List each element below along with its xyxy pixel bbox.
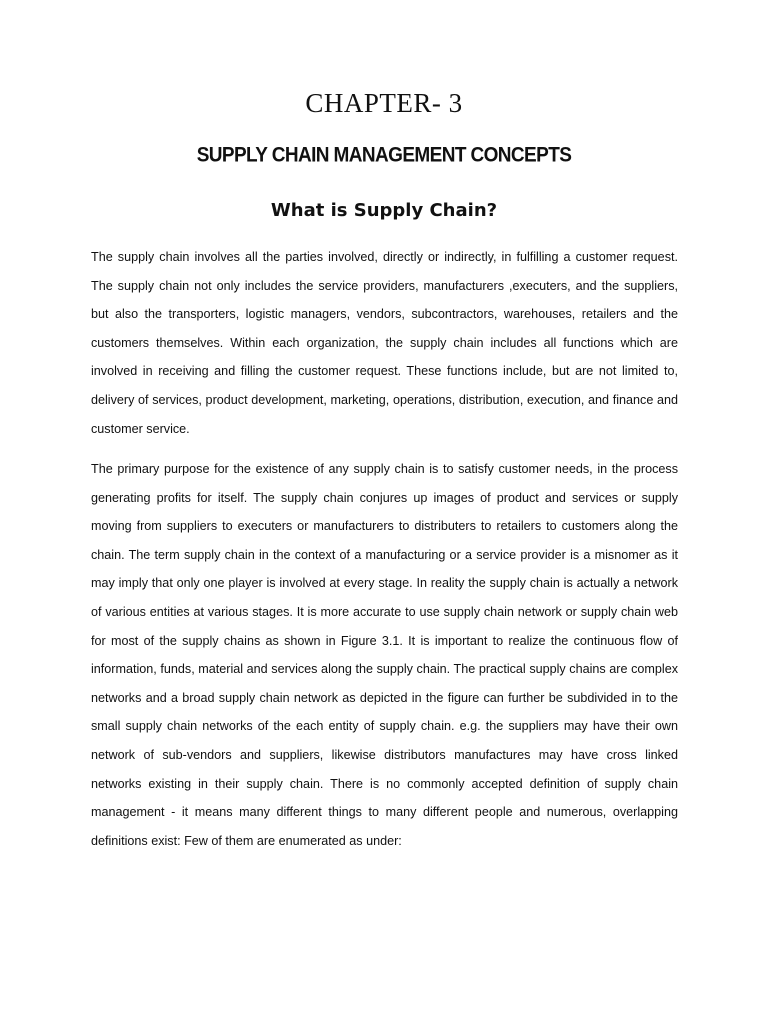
chapter-title: CHAPTER- 3 [305,88,463,118]
section-heading: What is Supply Chain? [270,200,498,221]
paragraph-2: The primary purpose for the existence of any supply chain is to satisfy customer needs, in the process generating profits for itself. The supply chain conjures up images of product and services or supply moving from suppliers to executers or manufacturers to distributers to retailers to customers along the chain. The term supply chain in the context of a manufacturing or a service provider is a misnomer as it may imply that only one player is involved at every stage. In reality the supply chain is actually a network of various entities at various stages. It is more accurate to use supply chain network or supply chain web for most of the supply chains as shown in Figure 3.1. It is important to realize the continuous flow of information, funds, material and services along the supply chain. The practical supply chains are complex networks and a broad supply chain network as depicted in the figure can further be subdivided in to the small supply chain networks of the each entity of supply chain. e.g. the suppliers may have their own network of sub-vendors and suppliers, likewise distributors manufactures may have cross linked networks existing in their supply chain. There is no commonly accepted definition of supply chain management - it means many different things to many different people and numerous, overlapping definitions exist: Few of them are enumerated as under: [91,462,678,848]
paragraph-1: The supply chain involves all the parties involved, directly or indirectly, in fulfilling a customer request. The supply chain not only includes the service providers, manufacturers ,executers, and the suppliers, but also the transporters, logistic managers, vendors, subcontractors, warehouses, retailers and the customers themselves. Within each organization, the supply chain includes all functions which are involved in receiving and filling the customer request. These functions include, but are not limited to, delivery of services, product development, marketing, operations, distribution, execution, and finance and customer service. [91,250,678,436]
chapter-subtitle: SUPPLY CHAIN MANAGEMENT CONCEPTS [196,143,572,168]
